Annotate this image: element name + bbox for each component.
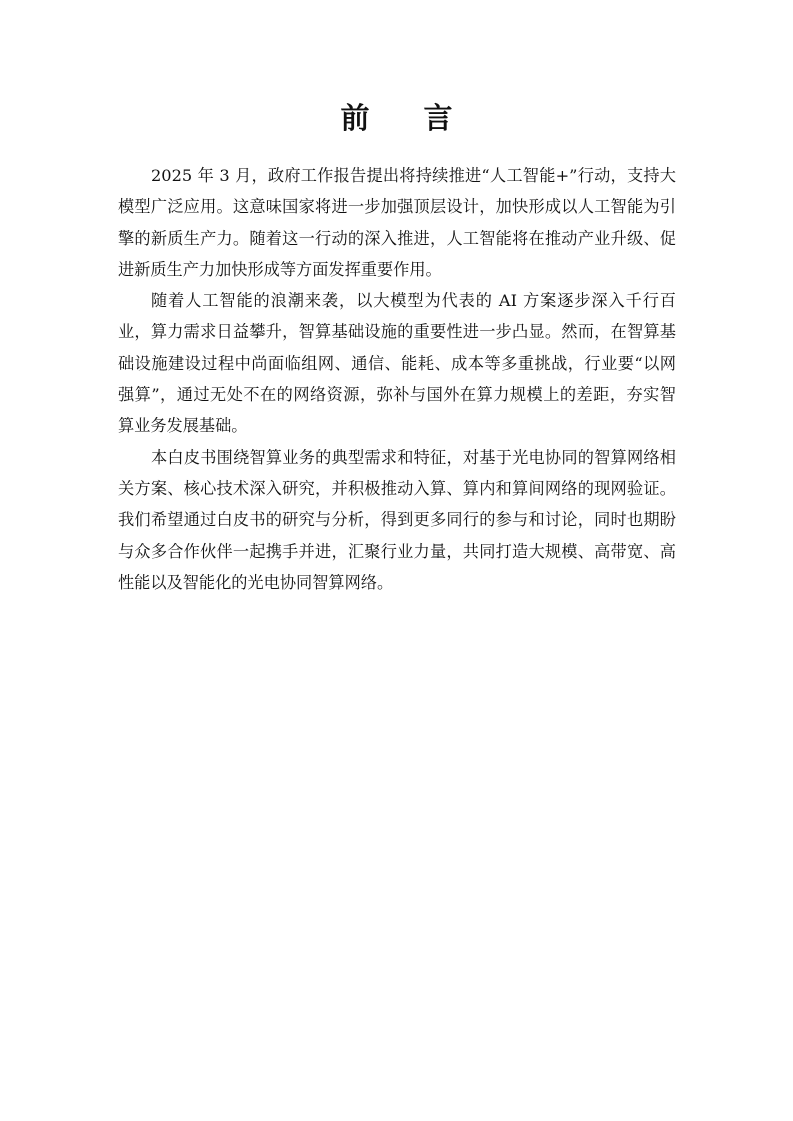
paragraph-3: 本白皮书围绕智算业务的典型需求和特征，对基于光电协同的智算网络相关方案、核心技术深入研究，并积极推动入算、算内和算间网络的现网验证。我们希望通过白皮书的研究与分析，得到更多同行的参与和讨论，同时也期盼与众多合作伙伴一起携手并进，汇聚行业力量，共同打造大规模、高带宽、高性能以及智能化的光电协同智算网络。: [118, 447, 676, 592]
paragraph-2: 随着人工智能的浪潮来袭，以大模型为代表的 AI 方案逐步深入千行百业，算力需求日益攀升，智算基础设施的重要性进一步凸显。然而，在智算基础设施建设过程中尚面临组网、通信、能耗、成本等多重挑战，行业要“以网强算”，通过无处不在的网络资源，弥补与国外在算力规模上的差距，夯实智算业务发展基础。: [118, 291, 676, 436]
paragraph-1: 2025 年 3 月，政府工作报告提出将持续推进“人工智能+”行动，支持大模型广泛应用。这意味国家将进一步加强顶层设计，加快形成以人工智能为引擎的新质生产力。随着这一行动的深入推进，人工智能将在推动产业升级、促进新质生产力加快形成等方面发挥重要作用。: [118, 166, 676, 279]
body-text: [118, 160, 676, 598]
page-title: 前 言: [340, 101, 475, 135]
